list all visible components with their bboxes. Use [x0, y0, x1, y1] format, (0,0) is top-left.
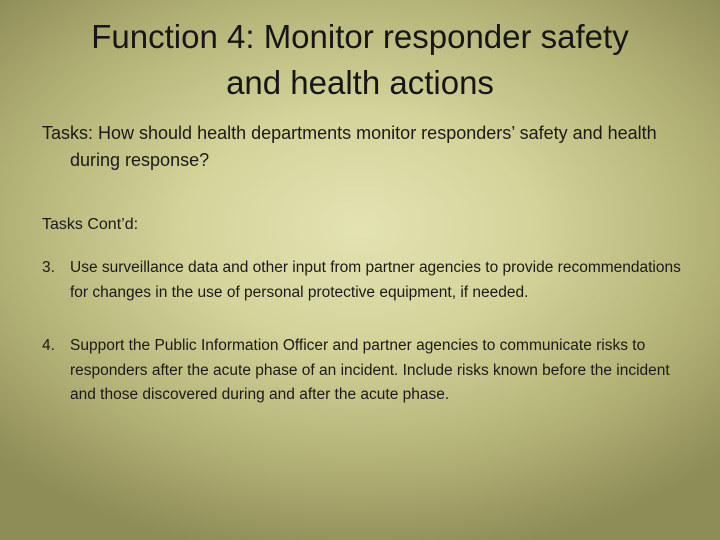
task-text: Support the Public Information Officer and partner agencies to communicate risks to responders after the acute phase of an incident. Include risks known before the incident and those discovered during and after the acute phase. [70, 337, 670, 403]
slide-title [40, 14, 680, 106]
slide-body [42, 120, 682, 408]
title-line-2: and health actions [226, 64, 494, 101]
task-item-3 [42, 256, 682, 305]
task-number: 4. [42, 337, 55, 354]
task-item-4 [42, 334, 682, 408]
tasks-continued-label: Tasks Cont’d: [42, 216, 139, 233]
task-number: 3. [42, 259, 55, 276]
title-line-1: Function 4: Monitor responder safety [91, 18, 629, 55]
task-text: Use surveillance data and other input from partner agencies to provide recommendations for changes in the use of personal protective equipment, if needed. [70, 259, 681, 301]
tasks-question: Tasks: How should health departments monitor responders’ safety and health during response? [42, 123, 657, 170]
